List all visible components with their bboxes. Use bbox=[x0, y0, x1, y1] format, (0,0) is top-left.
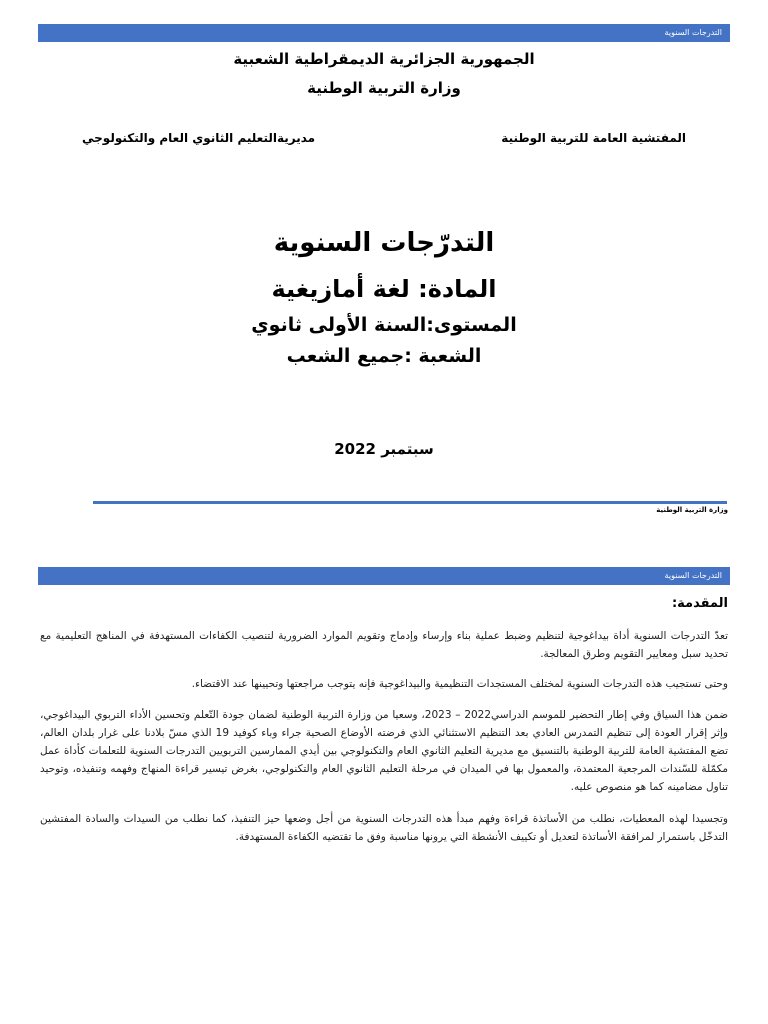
header-bar-top bbox=[38, 24, 730, 42]
date-line: سبتمبر 2022 bbox=[334, 440, 434, 458]
footer-ministry: وزارة التربية الوطنية bbox=[656, 506, 728, 514]
intro-heading: المقدمة: bbox=[671, 596, 728, 611]
document-title: التدرّجات السنوية bbox=[273, 228, 495, 258]
header-bar-label: التدرجات السنوية bbox=[664, 571, 722, 580]
intro-paragraph: وتجسيدا لهذه المعطيات، نطلب من الأساتذة قراءة وفهم مبدأ هذه التدرجات السنوية من أجل وضعها حيز التنفيذ، كما نطلب من السيدات والسادة المفتشين التدخّل باستمرار لمرافقة الأساتذة لتعديل أو تكييف الأنشطة التي يرونها مناسبة وفق ما تقتضيه الكفاءة المستهدفة. bbox=[40, 813, 728, 843]
inspectorate-label: المفتشية العامة للتربية الوطنية bbox=[501, 131, 686, 145]
subject-line: المادة: لغة أمازيغية bbox=[271, 275, 497, 303]
page-divider bbox=[93, 501, 727, 504]
republic-title: الجمهورية الجزائرية الديمقراطية الشعبية bbox=[233, 50, 535, 68]
ministry-title: وزارة التربية الوطنية bbox=[307, 79, 461, 97]
intro-paragraph: تعدّ التدرجات السنوية أداة بيداغوجية لتنظيم وضبط عملية بناء وإرساء وإدماج وتقويم الموارد الضرورية لتنصيب الكفاءات المستهدفة في المناهج التعليمية مع تحديد سبل ومعايير التقويم وطرق المعالجة. bbox=[40, 630, 728, 660]
directorate-label: مديريةالتعليم الثانوي العام والتكنولوجي bbox=[82, 131, 316, 145]
intro-paragraph: وحتى تستجيب هذه التدرجات السنوية لمختلف المستجدات التنظيمية والبيداغوجية فإنه يتوجب مراجعتها وتحيينها عند الاقتضاء. bbox=[191, 678, 728, 690]
level-line: المستوى:السنة الأولى ثانوي bbox=[251, 314, 517, 336]
header-bar-second-page bbox=[38, 567, 730, 585]
intro-paragraph: ضمن هذا السياق وفي إطار التحضير للموسم الدراسي2022 – 2023، وسعيا من وزارة التربية الوطنية لضمان جودة التّعلم وتحسين الأداء التربوي البيداغوجي، وإثر إقرار العودة إلى تنظيم التمدرس العادي بعد التنظيم الاستثنائي الذي فرضته الأوضاع الصحية جراء وباء كوفيد 19 الذي مسّ بلادنا على غرار بلدان العالم، تضع المفتشية العامة للتربية الوطنية بالتنسيق مع مديرية التعليم الثانوي العام والتكنولوجي بين أيدي الممارسين التربويين التدرجات السنوية للتعلمات كأداة عمل مكمّلة للسّندات المرجعية المعتمدة، والمعمول بها في الميدان في مرحلة التعليم الثانوي العام والتكنولوجي، بغرض تيسير قراءة المنهاج وفهمه وتنفيذه، وتوحيد تناول مضامينه كما هو منصوص عليه. bbox=[40, 709, 728, 793]
branch-line: الشعبة :جميع الشعب bbox=[286, 345, 482, 367]
header-bar-label: التدرجات السنوية bbox=[664, 28, 722, 37]
